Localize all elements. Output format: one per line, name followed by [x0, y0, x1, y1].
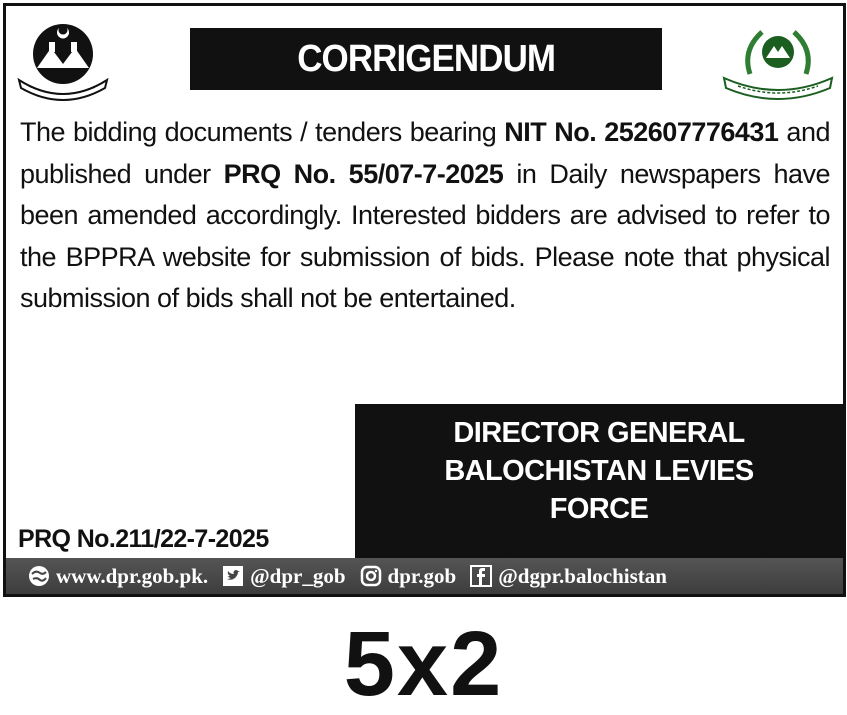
footer-website[interactable] [28, 564, 208, 589]
footer-twitter[interactable] [222, 564, 345, 589]
advertisement-frame [3, 3, 846, 597]
page-title: CORRIGENDUM [297, 37, 555, 80]
balochistan-government-emblem-icon [15, 18, 111, 102]
twitter-handle[interactable]: @dpr_gob [250, 563, 346, 588]
notice-part-1: The bidding documents / tenders bearing [20, 117, 505, 147]
instagram-icon [360, 565, 382, 587]
notice-text [20, 112, 830, 320]
footer-instagram[interactable] [360, 564, 457, 589]
prq-reference: PRQ No. 55/07-7-2025 [223, 158, 504, 189]
signature-line-2: BALOCHISTAN LEVIES [444, 455, 754, 487]
signature-block [355, 404, 843, 558]
facebook-handle[interactable]: @dgpr.balochistan [498, 563, 667, 588]
ad-size-label: 5x2 [343, 613, 504, 715]
prq-number: PRQ No.211/22-7-2025 [18, 525, 269, 553]
title-banner [190, 28, 662, 90]
instagram-handle[interactable]: dpr.gob [387, 563, 457, 588]
footer-facebook[interactable] [470, 564, 667, 589]
notice-part-2: and published under [20, 117, 830, 189]
notice-part-3: in Daily newspapers have been amended accordingly. Interested bidders are advised to refer to the BPPRA website for submission of bids. Please note that physical submission of bids shall not be entertained. [20, 158, 831, 313]
dgpr-balochistan-emblem-icon [720, 18, 836, 102]
nit-number: NIT No. 252607776431 [504, 117, 779, 147]
signature-line-3: FORCE [549, 493, 649, 525]
footer-bar [6, 558, 843, 594]
facebook-icon [470, 565, 492, 587]
globe-icon [28, 565, 50, 587]
twitter-icon [222, 565, 244, 587]
website-link[interactable]: www.dpr.gob.pk. [56, 563, 209, 588]
signature-line-1: DIRECTOR GENERAL [453, 417, 745, 449]
